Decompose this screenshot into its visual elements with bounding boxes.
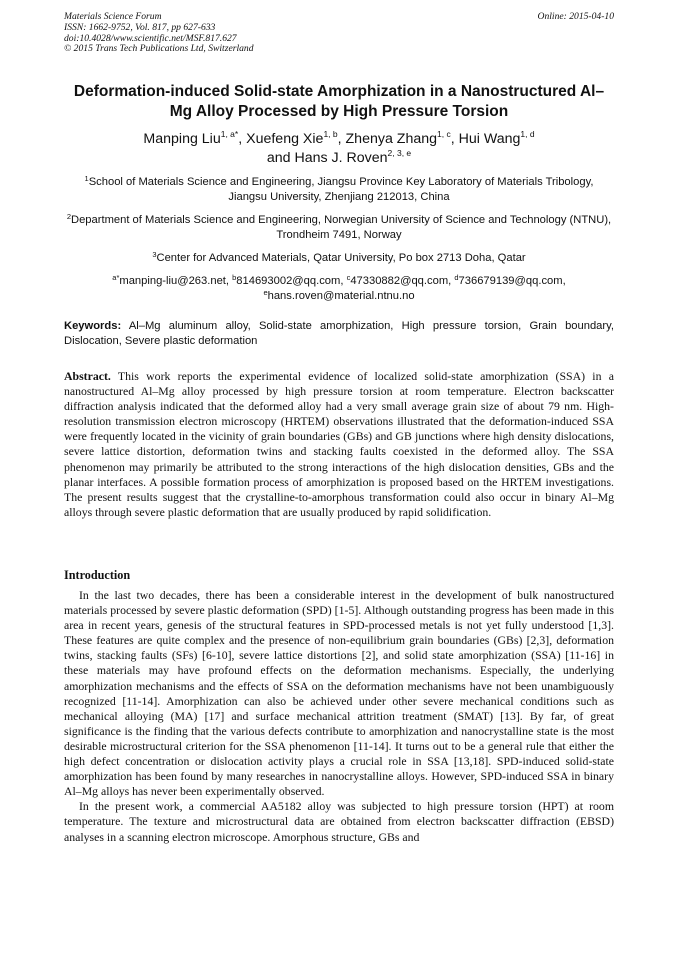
author-name: Hans J. Roven: [294, 150, 388, 166]
affiliation-item: [64, 251, 614, 266]
author-separator: ,: [238, 131, 247, 147]
keywords-label: Keywords:: [64, 320, 122, 332]
author-name: Xuefeng Xie: [246, 131, 324, 147]
abstract-label: Abstract.: [64, 369, 111, 383]
affiliation-item: [64, 175, 614, 205]
keywords-text: Al–Mg aluminum alloy, Solid-state amorphization, High pressure torsion, Grain boundary, Dislocation, Severe plastic deformation: [64, 320, 614, 347]
intro-paragraph: In the last two decades, there has been a considerable interest in the development of bulk nanostructured materials processed by severe plastic deformation (SPD) [1-5]. Although outstanding progress has been made in this area in recent years, genesis of the structural features in SPD-processed metals is not yet fully understood [1,3]. These features are quite complex and the presence of non-equilibrium grain boundaries (GBs) [2,3], deformation twins, stacking faults (SFs) [6-10], severe lattice distortions [2], and solid state amorphization (SSA) [11-16] in these materials may have profound effects on the deformation mechanisms. Especially, the underlying amorphization mechanisms and the effects of SSA on the deformation mechanisms have not been unambiguously recognized [11-14]. Amorphization can also be achieved under other severe mechanical conditions such as mechanical alloying (MA) [17] and surface mechanical attrition treatment (SMAT) [13]. By far, of great significance is the finding that the various defects contribute to amorphization and nanocrystalline state is the most desirable microstructural criterion for the SSA phenomenon [11-14]. It turns out to be a general rule that either the high defect concentration or dislocation activity plays a crucial role in SSA [13,18]. SPD-induced solid-state amorphization has been found by many researches in nanocrystalline alloys. However, SPD-induced SSA in binary Al–Mg alloys has never been experimentally observed.: [64, 588, 614, 799]
email-link[interactable]: hans.roven@material.ntnu.no: [267, 290, 415, 302]
author-separator: ,: [337, 131, 346, 147]
paper-title: Deformation-induced Solid-state Amorphization in a Nanostructured Al–Mg Alloy Processed by High Pressure Torsion: [73, 83, 605, 120]
section-heading-introduction: Introduction: [64, 568, 131, 582]
affil-number: 2: [66, 212, 71, 221]
author-list: [64, 130, 614, 168]
email-mark: d: [454, 273, 459, 282]
intro-paragraph: In the present work, a commercial AA5182 alloy was subjected to high pressure torsion (HPT) at room temperature. The texture and microstructural data are obtained from electron backscatter diffraction (EBSD) analyses in a scanning electron microscope. Amorphous structure, GBs and: [64, 799, 614, 844]
affil-text: School of Materials Science and Engineering, Jiangsu Province Key Laboratory of Materials Tribology, Jiangsu University, Zhenjiang 212013, China: [88, 176, 594, 203]
journal-header: [64, 12, 464, 55]
copyright-line: © 2015 Trans Tech Publications Ltd, Switzerland: [64, 43, 254, 55]
abstract-text: This work reports the experimental evidence of localized solid-state amorphization (SSA) in a nanostructured Al–Mg alloy processed by high pressure torsion at room temperature. Electron backscatter diffraction analysis indicated that the deformed alloy had a very small average grain size of about 79 nm. High-resolution transmission electron microscopy (HRTEM) observations illustrated that the deformation-induced SSA were frequently located in the vicinity of grain boundaries (GBs) and GB junctions where high density dislocations, severe lattice distortion, deformation twins and stacking faults coexisted in the deformed alloy. The SSA phenomenon may primarily be attributed to the strong interactions of the high dislocation densities, GBs and the planar interfaces. A possible formation process of amorphization is proposed based on the HRTEM investigations. The present results suggest that the crystalline-to-amorphous transformation could also occur in binary Al–Mg alloys through severe plastic deformation that are usually produced by rapid solidification.: [64, 369, 614, 519]
keywords-block: [64, 319, 614, 349]
email-mark: b: [232, 273, 237, 282]
affil-number: 3: [152, 250, 157, 259]
online-date: Online: 2015-04-10: [537, 11, 614, 22]
email-list: [64, 274, 614, 304]
affiliation-item: [64, 213, 614, 243]
author-affil-mark: 1, b: [323, 129, 338, 139]
email-mark: c: [346, 273, 351, 282]
author-affil-mark: 1, a*: [220, 129, 239, 139]
issn-line: ISSN: 1662-9752, Vol. 817, pp 627-633: [64, 21, 216, 33]
abstract-block: [64, 369, 614, 520]
introduction-body: [64, 588, 614, 845]
email-mark: a*: [112, 273, 120, 282]
email-link[interactable]: 47330882@qq.com,: [350, 275, 455, 287]
doi-line: doi:10.4028/www.scientific.net/MSF.817.627: [64, 32, 237, 44]
author-separator: ,: [450, 131, 459, 147]
email-link[interactable]: manping-liu@263.net,: [119, 275, 233, 287]
author-name: Manping Liu: [143, 131, 221, 147]
affil-number: 1: [84, 174, 89, 183]
email-link[interactable]: 814693002@qq.com,: [236, 275, 347, 287]
affiliations: [64, 175, 614, 312]
affil-text: Center for Advanced Materials, Qatar University, Po box 2713 Doha, Qatar: [156, 252, 526, 264]
author-name: Zhenya Zhang: [345, 131, 438, 147]
author-and: and: [266, 150, 295, 166]
email-mark: e: [263, 288, 268, 297]
author-affil-mark: 1, d: [520, 129, 535, 139]
author-affil-mark: 1, c: [437, 129, 451, 139]
author-affil-mark: 2, 3, e: [387, 148, 412, 158]
email-link[interactable]: 736679139@qq.com,: [458, 275, 566, 287]
journal-name: Materials Science Forum: [64, 11, 162, 22]
author-name: Hui Wang: [458, 131, 521, 147]
affil-text: Department of Materials Science and Engineering, Norwegian University of Science and Technology (NTNU), Trondheim 7491, Norway: [71, 214, 612, 241]
